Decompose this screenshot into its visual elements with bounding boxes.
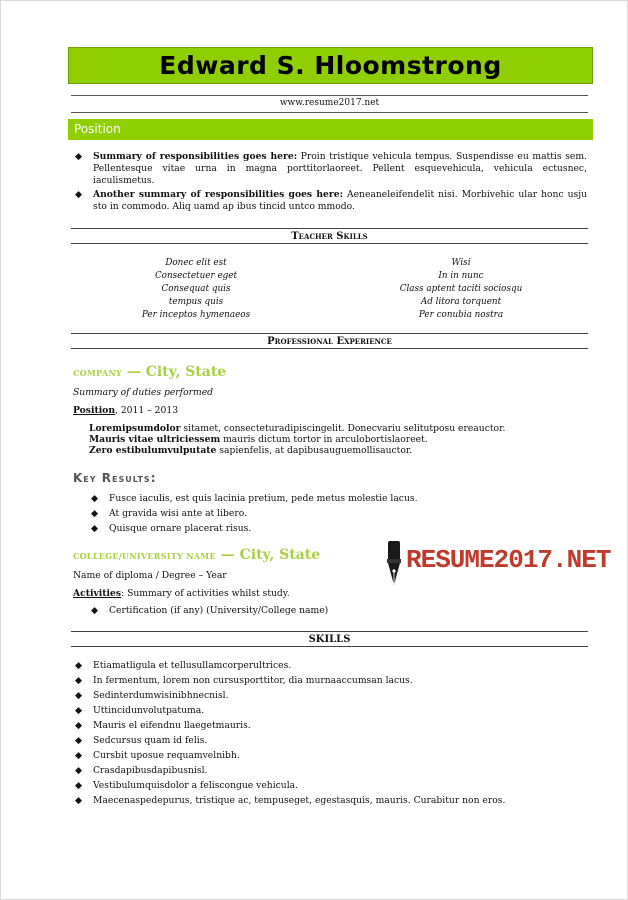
teacher-skills-right (381, 257, 541, 322)
summary-bold: Another summary of responsibilities goes here: (93, 189, 343, 200)
responsibility-line (89, 445, 505, 456)
responsibilities (89, 423, 505, 456)
college-location: — City, State (215, 547, 321, 563)
skill-item (73, 718, 587, 733)
responsibility-line (89, 423, 505, 434)
teacher-skill: In in nunc (438, 271, 484, 281)
key-result-item (89, 521, 418, 536)
activities-text: : Summary of activities whilst study. (121, 588, 290, 599)
teacher-skill: Class aptent taciti sociosqu (399, 284, 523, 294)
skill-text: Sedinterdumwisinibhnecnisl. (93, 690, 229, 701)
college-line (73, 547, 320, 563)
name-banner (68, 47, 593, 84)
resume2017-logo (382, 539, 611, 589)
summary-text: Proin tristique vehicula tempus. Suspendisse eu mattis sem. Pellentesque vitae urna in magna porttitorlaoreet. Pellent esquevehicula, vehicula ectusnec, iaculismetus. (93, 151, 587, 186)
position-dates: , 2011 – 2013 (115, 405, 179, 416)
skill-text: Cursbit uposue requamvelnibh. (93, 750, 240, 761)
bullet-icon: ◆ (91, 508, 99, 519)
position-bar (68, 119, 593, 140)
skill-item (73, 703, 587, 718)
skill-item (73, 793, 587, 808)
teacher-skill: Consequat quis (161, 284, 231, 294)
skill-text: Mauris el eifendnu llaegetmauris. (93, 720, 251, 731)
teacher-skills-left (121, 257, 271, 322)
skill-item (73, 733, 587, 748)
skill-text: Etiamatligula et tellusullamcorperultrices. (93, 660, 292, 671)
teacher-skill: Per inceptos hymenaeos (141, 310, 251, 320)
skill-item (73, 748, 587, 763)
bullet-icon: ◆ (75, 690, 83, 701)
bullet-icon: ◆ (91, 493, 99, 504)
skills-list (73, 658, 587, 808)
activities-line (73, 588, 290, 599)
responsibility-bold: Loremipsumdolor (89, 423, 181, 434)
skill-text: Vestibulumquisdolor a feliscongue vehicula. (93, 780, 299, 791)
company-location: — City, State (121, 364, 227, 380)
duties-summary: Summary of duties performed (73, 387, 214, 398)
teacher-skill: Wisi (451, 258, 471, 268)
bullet-icon: ◆ (75, 675, 83, 686)
bullet-icon: ◆ (75, 765, 83, 776)
key-result-text: Fusce iaculis, est quis lacinia pretium, pede metus molestie lacus. (109, 493, 418, 504)
skill-item (73, 658, 587, 673)
teacher-skill: tempus quis (168, 297, 224, 307)
responsibility-line (89, 434, 505, 445)
fountain-pen-icon (382, 539, 406, 589)
position-title: Position (73, 405, 115, 416)
skill-item (73, 763, 587, 778)
responsibility-text: sitamet, consecteturadipiscingelit. Donecvariu selitutposu ereauctor. (180, 423, 506, 434)
responsibility-bold: Zero estibulumvulputate (89, 445, 217, 456)
college-name: COLLEGE/UNIVERSITY NAME (73, 551, 216, 561)
summary-bold: Summary of responsibilities goes here: (93, 151, 298, 162)
summary-list (73, 151, 587, 215)
bullet-icon: ◆ (91, 523, 99, 534)
summary-item (73, 189, 587, 213)
certification-text: Certification (if any) (University/College name) (109, 605, 329, 616)
skill-text: Maecenaspedepurus, tristique ac, tempuseget, egestasquis, mauris. Curabitur non eros. (93, 795, 506, 806)
bullet-icon: ◆ (75, 705, 83, 716)
responsibility-text: mauris dictum tortor in arculobortislaoreet. (220, 434, 428, 445)
bullet-icon: ◆ (75, 189, 83, 200)
key-result-item (89, 506, 418, 521)
skill-text: Uttincidunvolutpatuma. (93, 705, 205, 716)
skills-heading: SKILLS (71, 631, 588, 647)
teacher-skill: Per conubia nostra (418, 310, 504, 320)
company-line (73, 364, 226, 380)
summary-item (73, 151, 587, 187)
certification-item (73, 605, 328, 616)
key-result-item (89, 491, 418, 506)
teacher-skills-heading: Teacher Skills (71, 228, 588, 244)
skill-text: Sedcursus quam id felis. (93, 735, 208, 746)
key-result-text: Quisque ornare placerat risus. (109, 523, 252, 534)
position-label: Position (74, 122, 121, 136)
skill-item (73, 688, 587, 703)
skill-item (73, 673, 587, 688)
summary-text: Aeneaneleifendelit nisi. Morbivehic ular honc usju sto in commodo. Aliq uamd ap ibus tincid untco mmodo. (93, 189, 587, 212)
responsibility-text: sapienfelis, at dapibusauguemollisauctor. (216, 445, 413, 456)
divider (71, 95, 588, 96)
activities-label: Activities (73, 588, 122, 599)
key-results-heading: Key Results: (73, 471, 157, 485)
bullet-icon: ◆ (75, 151, 83, 162)
diploma: Name of diploma / Degree – Year (73, 570, 227, 581)
bullet-icon: ◆ (75, 720, 83, 731)
key-result-text: At gravida wisi ante at libero. (109, 508, 248, 519)
key-results-list (89, 491, 418, 536)
bullet-icon: ◆ (75, 660, 83, 671)
bullet-icon: ◆ (75, 780, 83, 791)
bullet-icon: ◆ (91, 605, 99, 616)
company-name: COMPANY (73, 368, 122, 378)
website: www.resume2017.net (279, 98, 380, 108)
skill-text: In fermentum, lorem non cursusporttitor, dia murnaaccumsan lacus. (93, 675, 413, 686)
bullet-icon: ◆ (75, 750, 83, 761)
teacher-skill: Donec elit est (165, 258, 227, 268)
logo-text: RESUME2017.NET (406, 545, 611, 575)
responsibility-bold: Mauris vitae ultriciessem (89, 434, 221, 445)
experience-heading: Professional Experience (71, 333, 588, 349)
certification-list (73, 605, 328, 616)
candidate-name: Edward S. Hloomstrong (159, 51, 502, 80)
skill-item (73, 778, 587, 793)
divider (71, 112, 588, 113)
skill-text: Crasdapibusdapibusnisl. (93, 765, 208, 776)
teacher-skill: Consectetuer eget (154, 271, 238, 281)
teacher-skill: Ad litora torquent (420, 297, 502, 307)
bullet-icon: ◆ (75, 735, 83, 746)
position-line (73, 405, 178, 416)
bullet-icon: ◆ (75, 795, 83, 806)
